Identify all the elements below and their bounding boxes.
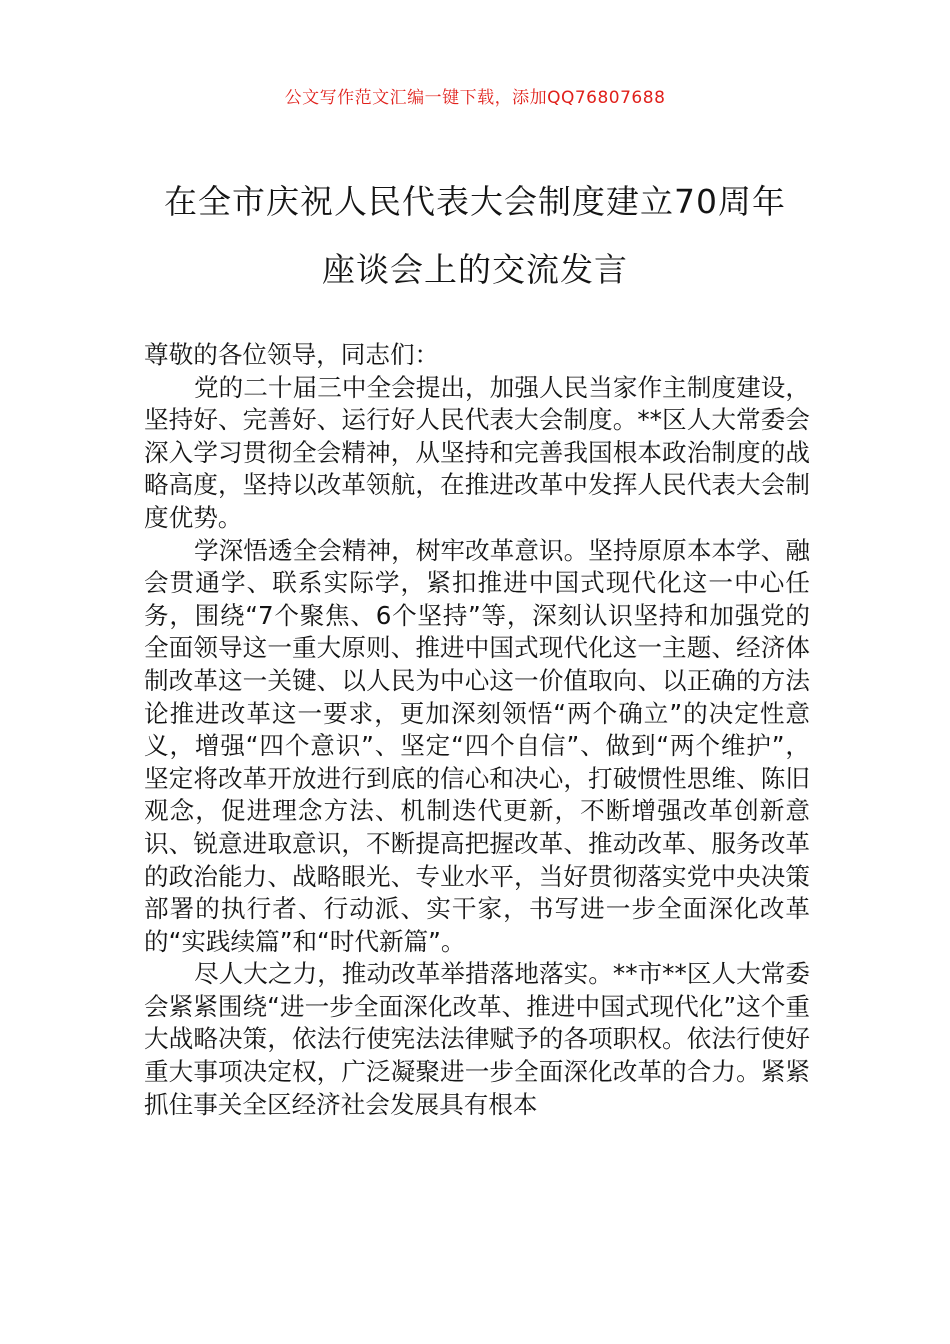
- download-banner: 公文写作范文汇编一键下载，添加QQ76807688: [284, 88, 666, 108]
- paragraph-implement: 尽人大之力，推动改革举措落地落实。**市**区人大常委会紧紧围绕“进一步全面深化改革、推进中国式现代化”这个重大战略决策，依法行使宪法法律赋予的各项职权。依法行使好重大事项决定权，广泛凝聚进一步全面深化改革的合力。紧紧抓住事关全区经济社会发展具有根本: [144, 959, 810, 1119]
- salutation: 尊敬的各位领导，同志们：: [144, 340, 440, 369]
- page-title-line-1: 在全市庆祝人民代表大会制度建立70周年: [164, 182, 786, 221]
- paragraph-intro: 党的二十届三中全会提出，加强人民当家作主制度建设，坚持好、完善好、运行好人民代表大会制度。**区人大常委会深入学习贯彻全会精神，从坚持和完善我国根本政治制度的战略高度，坚持以改革领航，在推进改革中发挥人民代表大会制度优势。: [144, 372, 810, 532]
- paragraph-study: 学深悟透全会精神，树牢改革意识。坚持原原本本学、融会贯通学、联系实际学，紧扣推进中国式现代化这一中心任务，围绕“7个聚焦、6个坚持”等，深刻认识坚持和加强党的全面领导这一重大原则、推进中国式现代化这一主题、经济体制改革这一关键、以人民为中心这一价值取向、以正确的方法论推进改革这一要求，更加深刻领悟“两个确立”的决定性意义，增强“四个意识”、坚定“四个自信”、做到“两个维护”，坚定将改革开放进行到底的信心和决心，打破惯性思维、陈旧观念，促进理念方法、机制迭代更新，不断增强改革创新意识、锐意进取意识，不断提高把握改革、推动改革、服务改革的政治能力、战略眼光、专业水平，当好贯彻落实党中央决策部署的执行者、行动派、实干家，书写进一步全面深化改革的“实践续篇”和“时代新篇”。: [144, 535, 810, 956]
- page-title-line-2: 座谈会上的交流发言: [322, 250, 628, 289]
- speech-body: [144, 339, 810, 1121]
